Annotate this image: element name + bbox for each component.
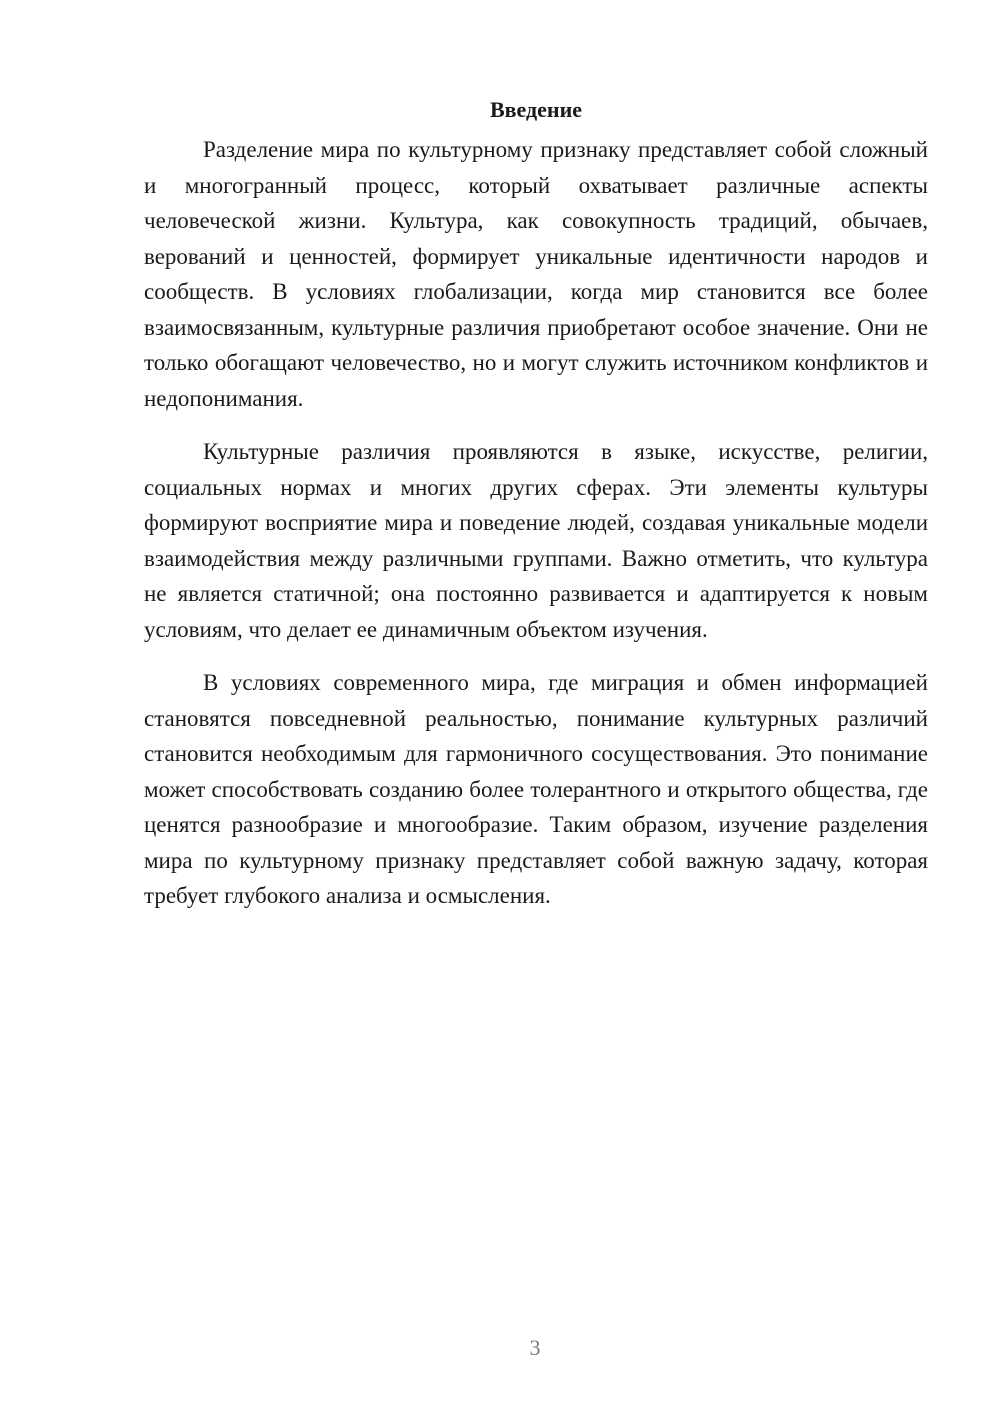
page-number: 3 (529, 1335, 541, 1360)
page-content (144, 92, 928, 914)
section-heading: Введение (489, 97, 583, 122)
paragraph-1: Разделение мира по культурному признаку представляет собой сложный и многогранный процесс, который охватывает различные аспекты человеческой жизни. Культура, как совокупность традиций, обычаев, верований и ценностей, формирует уникальные идентичности народов и сообществ. В условиях глобализации, когда мир становится все более взаимосвязанным, культурные различия приобретают особое значение. Они не только обогащают человечество, но и могут служить источником конфликтов и недопонимания. (144, 137, 928, 411)
paragraph-3: В условиях современного мира, где миграция и обмен информацией становятся повседневной реальностью, понимание культурных различий становится необходимым для гармоничного сосуществования. Это понимание может способствовать созданию более толерантного и открытого общества, где ценятся разнообразие и многообразие. Таким образом, изучение разделения мира по культурному признаку представляет собой важную задачу, которая требует глубокого анализа и осмысления. (144, 670, 928, 908)
paragraph-2: Культурные различия проявляются в языке, искусстве, религии, социальных нормах и многих других сферах. Эти элементы культуры формируют восприятие мира и поведение людей, создавая уникальные модели взаимодействия между различными группами. Важно отметить, что культура не является статичной; она постоянно развивается и адаптируется к новым условиям, что делает ее динамичным объектом изучения. (144, 439, 928, 642)
